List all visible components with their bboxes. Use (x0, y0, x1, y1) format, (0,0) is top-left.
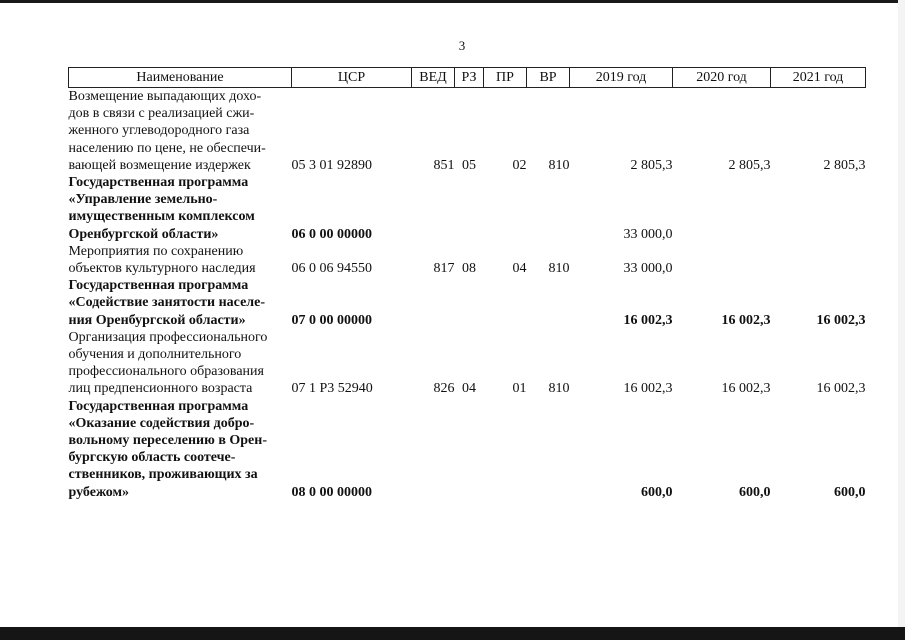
name-line: обучения и дополнительного (68, 347, 242, 363)
name-line: «Оказание содействия добро- (68, 415, 255, 431)
cell-y2019: 2 805,3 (630, 157, 673, 173)
cell-y2021 (771, 174, 866, 243)
cell-pr: 02 (512, 157, 527, 173)
cell-vr (527, 277, 570, 329)
cell-y2021: 16 002,3 (816, 381, 866, 397)
cell-y2020 (673, 243, 771, 277)
name-line: населению по цене, не обеспечи- (68, 140, 266, 156)
cell-vr: 810 (548, 381, 570, 397)
cell-ved: 826 (433, 381, 455, 397)
header-csr: ЦСР (292, 68, 412, 88)
header-ved: ВЕД (412, 68, 455, 88)
name-line: Возмещение выпадающих дохо- (68, 89, 262, 104)
cell-y2021: 600,0 (834, 484, 866, 500)
cell-rz: 04 (462, 381, 476, 397)
program-row (69, 398, 866, 501)
scan-edge-top (0, 0, 905, 3)
table-row (69, 243, 866, 277)
header-rz: РЗ (455, 68, 484, 88)
name-line: профессионального образования (68, 364, 264, 380)
name-line: объектов культурного наследия (68, 261, 256, 277)
cell-y2020: 600,0 (739, 484, 771, 500)
budget-table (68, 67, 866, 501)
header-vr: ВР (527, 68, 570, 88)
cell-y2020: 16 002,3 (721, 381, 771, 397)
cell-rz: 08 (462, 261, 476, 277)
name-line: Государственная программа (68, 175, 249, 191)
cell-y2021: 2 805,3 (823, 157, 866, 173)
cell-pr: 04 (512, 261, 527, 277)
cell-y2019: 33 000,0 (623, 261, 673, 277)
scan-edge-bottom (0, 627, 905, 640)
cell-y2019: 16 002,3 (623, 312, 673, 328)
cell-name (69, 329, 292, 398)
cell-ved: 817 (433, 261, 455, 277)
name-line: вающей возмещение издержек (68, 157, 251, 173)
name-line: женного углеводородного газа (68, 123, 250, 139)
cell-pr: 01 (512, 381, 527, 397)
cell-pr (484, 174, 527, 243)
name-line: бургскую область соотече- (68, 450, 236, 466)
cell-y2021 (771, 243, 866, 277)
cell-name (69, 277, 292, 329)
program-row (69, 174, 866, 243)
cell-y2020 (673, 174, 771, 243)
header-2019: 2019 год (570, 68, 673, 88)
header-pr: ПР (484, 68, 527, 88)
cell-ved: 851 (433, 157, 455, 173)
scan-edge-right (898, 0, 905, 640)
cell-y2020: 16 002,3 (721, 312, 771, 328)
header-name: Наименование (69, 68, 292, 88)
name-line: Мероприятия по сохранению (68, 243, 244, 259)
cell-csr: 05 3 01 92890 (291, 157, 372, 173)
cell-name (69, 398, 292, 501)
cell-csr: 08 0 00 00000 (291, 484, 372, 500)
name-line: ния Оренбургской области» (68, 312, 246, 328)
name-line: рубежом» (68, 484, 130, 500)
cell-name (69, 88, 292, 175)
name-line: Организация профессионального (68, 329, 268, 345)
cell-vr (527, 174, 570, 243)
cell-pr (484, 277, 527, 329)
name-line: Государственная программа (68, 398, 249, 414)
cell-rz (455, 398, 484, 501)
table-body (69, 88, 866, 501)
cell-ved (412, 174, 455, 243)
cell-vr: 810 (548, 157, 570, 173)
cell-rz: 05 (462, 157, 476, 173)
cell-csr: 07 1 P3 52940 (291, 381, 373, 397)
cell-rz (455, 277, 484, 329)
header-2021: 2021 год (771, 68, 866, 88)
page-number: 3 (458, 38, 466, 53)
name-line: дов в связи с реализацией сжи- (68, 106, 255, 122)
table-row (69, 329, 866, 398)
cell-vr: 810 (548, 261, 570, 277)
name-line: Государственная программа (68, 278, 249, 294)
cell-ved (412, 398, 455, 501)
cell-name (69, 243, 292, 277)
name-line: «Содействие занятости населе- (68, 295, 266, 311)
cell-y2019: 33 000,0 (623, 226, 673, 242)
header-2020: 2020 год (673, 68, 771, 88)
name-line: имущественным комплексом (68, 209, 255, 225)
cell-y2019: 16 002,3 (623, 381, 673, 397)
cell-csr: 06 0 06 94550 (291, 261, 372, 277)
cell-y2020: 2 805,3 (728, 157, 771, 173)
cell-y2019: 600,0 (641, 484, 673, 500)
cell-name (69, 174, 292, 243)
cell-csr: 06 0 00 00000 (291, 226, 372, 242)
cell-pr (484, 398, 527, 501)
table-header-row (69, 68, 866, 88)
name-line: Оренбургской области» (68, 226, 219, 242)
cell-ved (412, 277, 455, 329)
name-line: вольному переселению в Орен- (68, 433, 268, 449)
program-row (69, 277, 866, 329)
cell-rz (455, 174, 484, 243)
name-line: лиц предпенсионного возраста (68, 381, 253, 397)
table-row (69, 88, 866, 175)
name-line: «Управление земельно- (68, 192, 218, 208)
cell-vr (527, 398, 570, 501)
cell-csr: 07 0 00 00000 (291, 312, 372, 328)
cell-y2021: 16 002,3 (816, 312, 866, 328)
name-line: ственников, проживающих за (68, 467, 258, 483)
